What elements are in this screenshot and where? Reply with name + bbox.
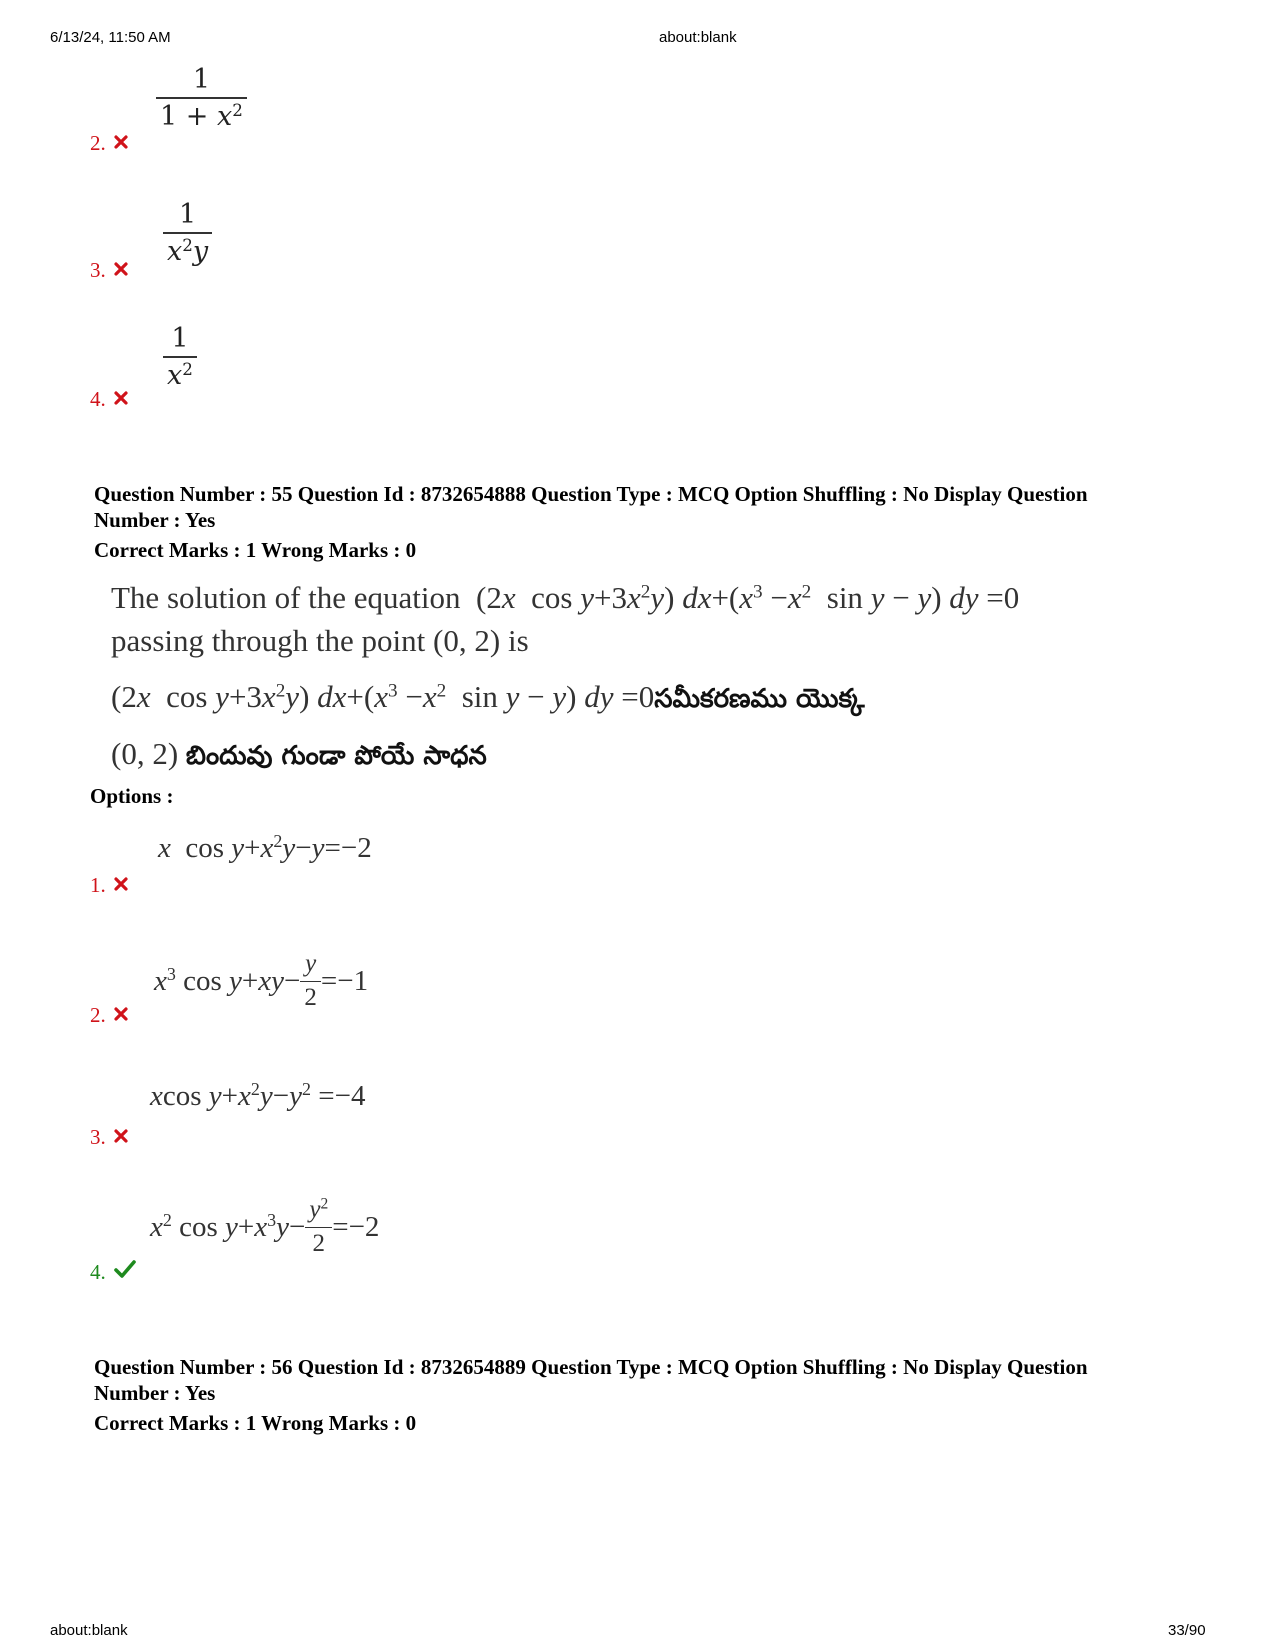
question-marks: Correct Marks : 1 Wrong Marks : 0	[94, 1411, 417, 1435]
fraction-numerator: 1	[171, 323, 189, 354]
question-55-telugu-line-1	[111, 679, 865, 720]
print-footer-url: about:blank	[50, 1622, 128, 1639]
telugu-text: బిందువు గుండా పోయే సాధన	[185, 741, 487, 771]
fraction-denominator: $x^2$	[167, 358, 193, 391]
cross-icon	[114, 1007, 128, 1021]
question-equation: (2x $\cos y+3x^2y$) $dx+(x^3 -x^2$ sin y − y) dy =0	[111, 679, 655, 714]
fraction-denominator: $1 + x^2$	[160, 99, 243, 132]
option-number: 3.	[90, 258, 106, 282]
question-equation: (2x $\cos y+3x^2y$) $dx+(x^3 -x^2$ sin y − y) dy =0	[468, 580, 1020, 615]
question-55-line-2	[111, 623, 529, 659]
question-55-line-1	[111, 580, 1019, 616]
question-meta-line: Number : Yes	[94, 1381, 216, 1405]
check-icon	[114, 1260, 136, 1278]
cross-icon	[114, 135, 128, 149]
option-expression: xcos $y+x^2y-y^2 =-4$	[150, 1079, 366, 1112]
option-number: 4.	[90, 387, 106, 411]
fraction-numerator: 1	[192, 64, 211, 95]
option-expression	[163, 323, 197, 391]
question-marks: Correct Marks : 1 Wrong Marks : 0	[94, 538, 417, 562]
option-expression	[163, 199, 212, 267]
option-expression: x $\cos y+x^2y-y=-2$	[158, 831, 372, 864]
cross-icon	[114, 391, 128, 405]
question-text: passing through the point	[111, 623, 426, 658]
option-expression	[156, 64, 247, 132]
question-55-meta	[94, 481, 1204, 563]
options-label: Options :	[90, 784, 174, 808]
option-number: 3.	[90, 1125, 106, 1149]
fraction-numerator: 1	[178, 199, 197, 230]
option-number: 4.	[90, 1260, 106, 1284]
print-footer-page: 33/90	[1168, 1622, 1206, 1639]
question-text: is	[507, 623, 529, 658]
question-56-meta	[94, 1354, 1204, 1436]
option-number: 1.	[90, 873, 106, 897]
option-number: 2.	[90, 131, 106, 155]
option-expression: $x^2$ $\cos y+x^3y-$ $\frac{y^2}{2}$ =−2	[150, 1195, 380, 1257]
print-title: about:blank	[659, 29, 737, 46]
print-datetime: 6/13/24, 11:50 AM	[50, 29, 171, 46]
telugu-text: సమీకరణము యొక్క	[654, 684, 865, 714]
fraction-denominator: $x^2y$	[167, 234, 209, 267]
question-point: (0, 2)	[111, 736, 179, 771]
question-55-telugu-line-2	[111, 736, 487, 777]
option-expression: $x^3$ cos y+xy− $\frac{y}{2}$ =−1	[154, 950, 369, 1011]
question-meta-line: Question Number : 55 Question Id : 8732654888 Question Type : MCQ Option Shuffling : No Display Question	[94, 482, 1088, 506]
question-point: (0, 2)	[433, 623, 501, 658]
cross-icon	[114, 877, 128, 891]
option-number: 2.	[90, 1003, 106, 1027]
question-meta-line: Question Number : 56 Question Id : 8732654889 Question Type : MCQ Option Shuffling : No Display Question	[94, 1355, 1088, 1379]
question-text: The solution of the equation	[111, 580, 461, 615]
cross-icon	[114, 262, 128, 276]
cross-icon	[114, 1129, 128, 1143]
question-meta-line: Number : Yes	[94, 508, 216, 532]
